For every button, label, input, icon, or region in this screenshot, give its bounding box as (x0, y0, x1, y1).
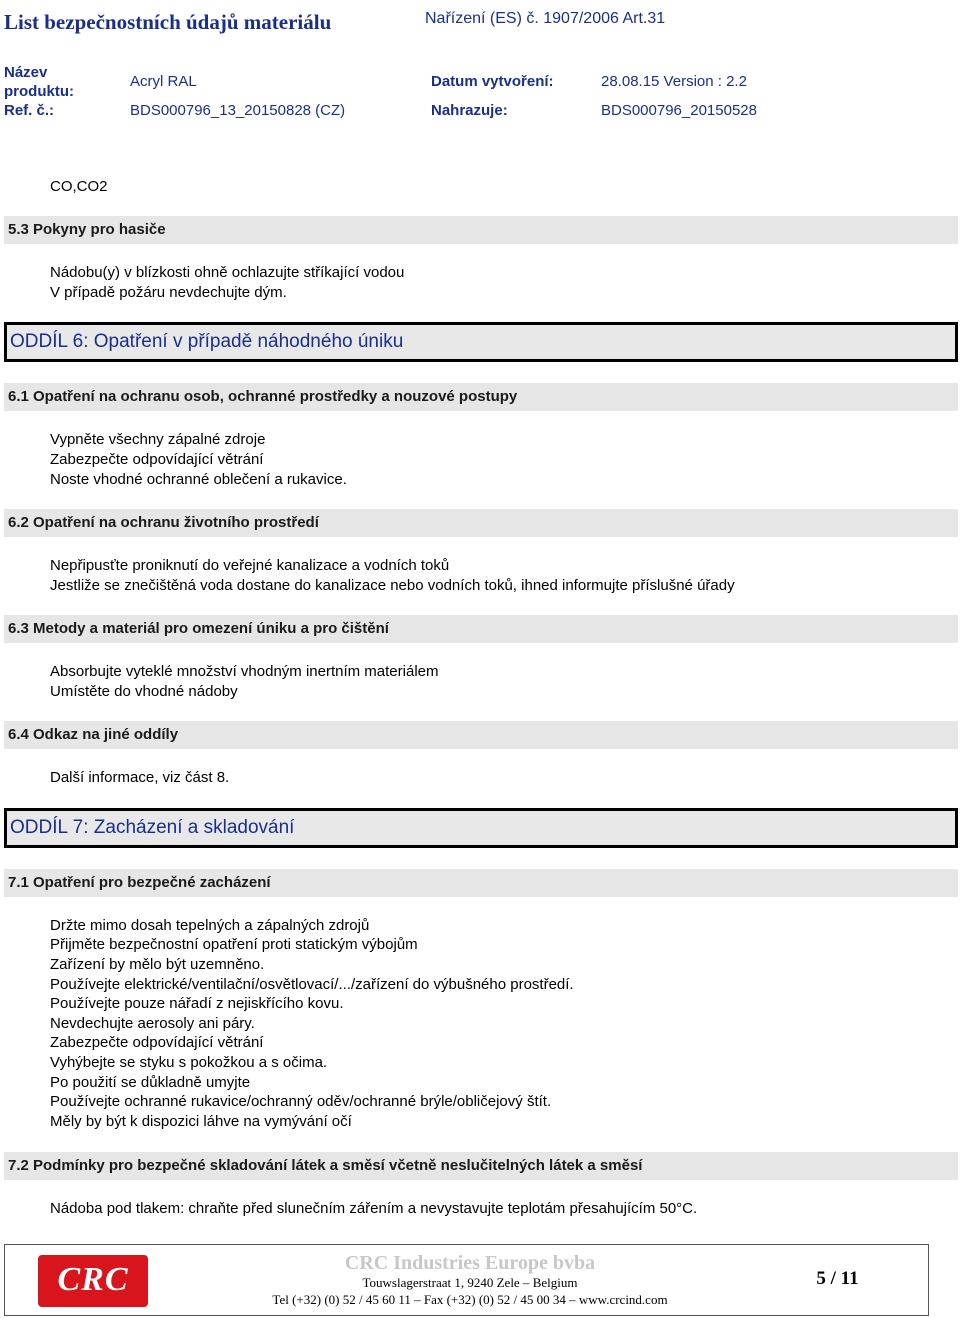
created-date-value: 28.08.15 Version : 2.2 (601, 73, 747, 90)
company-contacts: Tel (+32) (0) 52 / 45 60 11 – Fax (+32) (0) 52 / 45 00 34 – www.crcind.com (272, 1292, 668, 1307)
combustion-products: CO,CO2 (50, 178, 108, 195)
product-name-label-1: Název (4, 64, 48, 81)
text-line: Měly by být k dispozici láhve na vymývání očí (50, 1113, 352, 1130)
replaces-value: BDS000796_20150528 (601, 102, 757, 119)
subsection-heading-6-2: 6.2 Opatření na ochranu životního prostředí (4, 509, 958, 537)
text-line: Přijměte bezpečnostní opatření proti statickým výbojům (50, 936, 418, 953)
subsection-heading-7-1: 7.1 Opatření pro bezpečné zacházení (4, 869, 958, 897)
text-line: Zabezpečte odpovídající větrání (50, 1034, 264, 1051)
text-line: Vyhýbejte se styku s pokožkou a s očima. (50, 1054, 328, 1071)
company-address: Touwslagerstraat 1, 9240 Zele – Belgium (362, 1275, 578, 1290)
ref-number-value: BDS000796_13_20150828 (CZ) (130, 102, 346, 119)
ref-number-label: Ref. č.: (4, 102, 55, 119)
created-date-label: Datum vytvoření: (431, 73, 554, 90)
product-name-value: Acryl RAL (130, 73, 197, 90)
text-line: Zabezpečte odpovídající větrání (50, 451, 264, 468)
text-line: Nevdechujte aerosoly ani páry. (50, 1015, 255, 1032)
text-line: Používejte pouze nářadí z nejiskřícího kovu. (50, 995, 344, 1012)
document-title: List bezpečnostních údajů materiálu (4, 10, 332, 34)
text-line: Absorbujte vyteklé množství vhodným inertním materiálem (50, 663, 439, 680)
text-line: Nádobu(y) v blízkosti ohně ochlazujte stříkající vodou (50, 264, 405, 281)
subsection-heading-6-3: 6.3 Metody a materiál pro omezení úniku a pro čištění (4, 615, 958, 643)
text-line: Držte mimo dosah tepelných a zápalných zdrojů (50, 917, 370, 934)
text-line: Používejte elektrické/ventilační/osvětlovací/.../zařízení do výbušného prostředí. (50, 976, 574, 993)
text-line: Jestliže se znečištěná voda dostane do kanalizace nebo vodních toků, ihned informujte příslušné úřady (50, 577, 735, 594)
subsection-heading-7-2: 7.2 Podmínky pro bezpečné skladování látek a směsí včetně neslučitelných látek a směsí (4, 1152, 958, 1180)
text-line: Nepřipusťte proniknutí do veřejné kanalizace a vodních toků (50, 557, 450, 574)
crc-logo-text: CRC (57, 1261, 129, 1298)
text-line: Umístěte do vhodné nádoby (50, 683, 238, 700)
section-heading-6-text: ODDÍL 6: Opatření v případě náhodného úniku (10, 331, 404, 352)
text-line: Další informace, viz část 8. (50, 769, 230, 786)
company-name: CRC Industries Europe bvba (344, 1252, 596, 1274)
text-line: Používejte ochranné rukavice/ochranný oděv/ochranné brýle/obličejový štít. (50, 1093, 552, 1110)
text-line: Noste vhodné ochranné oblečení a rukavice. (50, 471, 347, 488)
section-heading-7-text: ODDÍL 7: Zacházení a skladování (10, 817, 295, 838)
regulation-reference: Nařízení (ES) č. 1907/2006 Art.31 (425, 10, 666, 27)
section-heading-6 (4, 322, 958, 362)
product-name-label-2: produktu: (4, 83, 74, 100)
section-heading-7 (4, 808, 958, 848)
replaces-label: Nahrazuje: (431, 102, 508, 119)
text-line: Nádoba pod tlakem: chraňte před slunečním zářením a nevystavujte teplotám přesahujícím 50°C. (50, 1200, 698, 1217)
text-line: Po použití se důkladně umyjte (50, 1074, 251, 1091)
text-line: V případě požáru nevdechujte dým. (50, 284, 287, 301)
subsection-heading-6-4: 6.4 Odkaz na jiné oddíly (4, 721, 958, 749)
subsection-heading-6-1: 6.1 Opatření na ochranu osob, ochranné prostředky a nouzové postupy (4, 383, 958, 411)
text-line: Zařízení by mělo být uzemněno. (50, 956, 265, 973)
text-line: Vypněte všechny zápalné zdroje (50, 431, 266, 448)
page-number: 5 / 11 (816, 1268, 859, 1289)
subsection-heading-5-3: 5.3 Pokyny pro hasiče (4, 216, 958, 244)
